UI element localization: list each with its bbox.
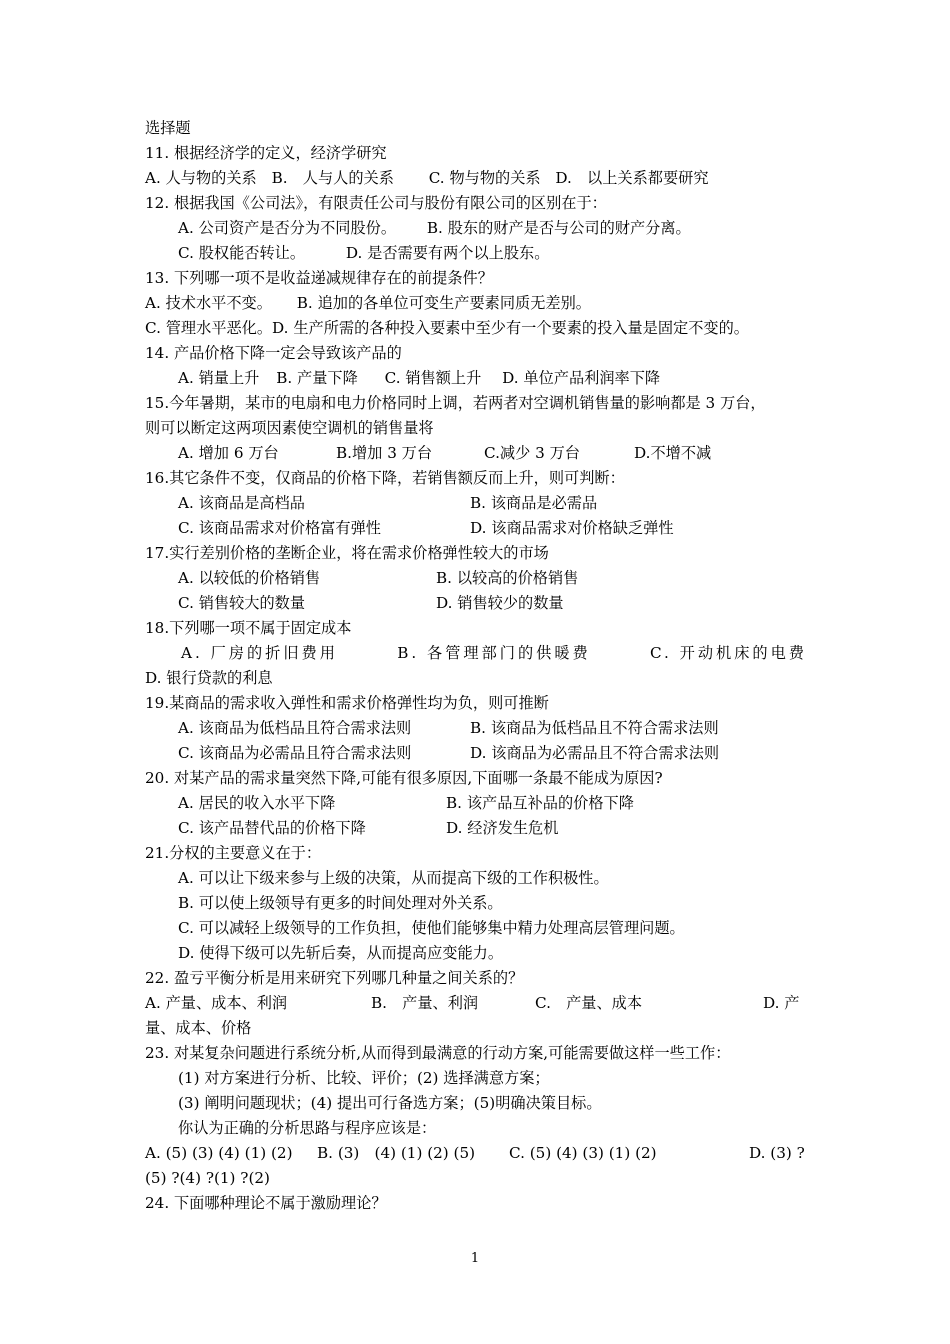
- section-heading: 选择题: [145, 119, 191, 137]
- question-18-option-d: D. 银行贷款的利息: [145, 669, 273, 687]
- option-a: A. 公司资产是否分为不同股份。: [178, 219, 397, 237]
- option-c: C. 该商品需求对价格富有弹性: [178, 519, 381, 537]
- question-23-stem: 23. 对某复杂问题进行系统分析,从而得到最满意的行动方案,可能需要做这样一些工作：: [145, 1044, 731, 1062]
- question-20-stem: 20. 对某产品的需求量突然下降,可能有很多原因,下面哪一条最不能成为原因?: [145, 769, 663, 787]
- question-13-stem: 13. 下列哪一项不是收益递减规律存在的前提条件？: [145, 269, 493, 287]
- question-17-options-row2: [178, 593, 564, 617]
- option-d-part1: D. 产: [763, 994, 800, 1012]
- question-20-options-row1: [178, 793, 634, 817]
- option-c: C. 该产品替代品的价格下降: [178, 819, 366, 837]
- question-12-options-row2: [178, 243, 549, 267]
- option-b: B. 该产品互补品的价格下降: [446, 794, 634, 812]
- question-14-stem: 14. 产品价格下降一定会导致该产品的: [145, 344, 402, 362]
- option-d: D. 以上关系都要研究: [555, 169, 709, 187]
- option-c: C. 该商品为必需品且符合需求法则: [178, 744, 412, 762]
- option-c: C. 产量、成本: [535, 994, 643, 1012]
- question-11-stem: 11. 根据经济学的定义，经济学研究: [145, 144, 387, 162]
- question-19-options-row1: [178, 718, 719, 742]
- question-17-stem: 17.实行差别价格的垄断企业，将在需求价格弹性较大的市场: [145, 544, 549, 562]
- option-d: D.不增不减: [634, 444, 712, 462]
- option-a: A. 技术水平不变。: [145, 294, 272, 312]
- question-15-stem-line1: 15.今年暑期，某市的电扇和电力价格同时上调，若两者对空调机销售量的影响都是 3 万台，: [145, 394, 766, 412]
- question-16-options-row2: [178, 518, 674, 542]
- question-24-stem: 24. 下面哪种理论不属于激励理论？: [145, 1194, 387, 1212]
- option-a: A. 增加 6 万台: [178, 444, 279, 462]
- option-b: B. 各管理部门的供暖费: [397, 644, 591, 662]
- option-b: B. 产量、利润: [371, 994, 479, 1012]
- option-a: A. 厂房的折旧费用: [181, 644, 338, 662]
- question-16-options-row1: [178, 493, 597, 517]
- option-a: A. 人与物的关系: [145, 169, 257, 187]
- question-21-option-a: A. 可以让下级来参与上级的决策，从而提高下级的工作积极性。: [178, 869, 609, 887]
- question-16-stem: 16.其它条件不变，仅商品的价格下降，若销售额反而上升，则可判断：: [145, 469, 625, 487]
- question-19-options-row2: [178, 743, 719, 767]
- option-a: A. (5) (3) (4) (1) (2): [145, 1144, 293, 1162]
- question-22-stem: 22. 盈亏平衡分析是用来研究下列哪几种量之间关系的？: [145, 969, 524, 987]
- question-12-options-row1: [178, 218, 691, 242]
- page-number: 1: [470, 1251, 480, 1266]
- question-21-stem: 21.分权的主要意义在于：: [145, 844, 322, 862]
- question-23-step-line2: (3) 阐明问题现状；(4) 提出可行备选方案；(5)明确决策目标。: [178, 1094, 602, 1112]
- option-b: B. 人与人的关系: [271, 169, 394, 187]
- option-a: A. 产量、成本、利润: [145, 994, 288, 1012]
- option-d: D. 销售较少的数量: [436, 594, 564, 612]
- question-23-step-line1: (1) 对方案进行分析、比较、评价；(2) 选择满意方案；: [178, 1069, 550, 1087]
- option-b: B. 以较高的价格销售: [436, 569, 579, 587]
- question-20-options-row2: [178, 818, 558, 842]
- option-d: D. 是否需要有两个以上股东。: [345, 244, 550, 262]
- option-d: D. 该商品需求对价格缺乏弹性: [470, 519, 674, 537]
- question-15-options: [178, 443, 711, 467]
- question-13-options-row1: [145, 293, 591, 317]
- question-14-options: [178, 368, 660, 392]
- option-a: A. 该商品是高档品: [178, 494, 305, 512]
- question-22-options-row1: [145, 993, 807, 1017]
- option-c: C.减少 3 万台: [484, 444, 580, 462]
- option-c: C. 销售额上升: [384, 369, 482, 387]
- question-21-option-c: C. 可以减轻上级领导的工作负担，使他们能够集中精力处理高层管理问题。: [178, 919, 685, 937]
- option-d: D. 单位产品利润率下降: [502, 369, 661, 387]
- option-b: B. 追加的各单位可变生产要素同质无差别。: [296, 294, 591, 312]
- question-13-options-row2: C. 管理水平恶化。D. 生产所需的各种投入要素中至少有一个要素的投入量是固定不变的。: [145, 319, 749, 337]
- option-a: A. 该商品为低档品且符合需求法则: [178, 719, 412, 737]
- question-23-option-d-part2: (5) ?(4) ?(1) ?(2): [145, 1169, 270, 1187]
- option-d: D. 该商品为必需品且不符合需求法则: [470, 744, 720, 762]
- option-c: C. 物与物的关系: [428, 169, 541, 187]
- question-23-prompt: 你认为正确的分析思路与程序应该是：: [178, 1119, 437, 1137]
- option-b: B. 产量下降: [276, 369, 358, 387]
- option-d-part1: D. (3) ?: [749, 1144, 805, 1162]
- question-21-option-b: B. 可以使上级领导有更多的时间处理对外关系。: [178, 894, 503, 912]
- question-21-option-d: D. 使得下级可以先斩后奏，从而提高应变能力。: [178, 944, 504, 962]
- option-c: C. (5) (4) (3) (1) (2): [509, 1144, 657, 1162]
- question-11-options: [145, 168, 709, 192]
- option-b: B. 该商品是必需品: [470, 494, 598, 512]
- option-a: A. 以较低的价格销售: [178, 569, 321, 587]
- option-b: B.增加 3 万台: [336, 444, 433, 462]
- option-c: C. 销售较大的数量: [178, 594, 306, 612]
- option-a: A. 销量上升: [178, 369, 260, 387]
- question-22-option-d-part2: 量、成本、价格: [145, 1019, 252, 1037]
- question-12-stem: 12. 根据我国《公司法》，有限责任公司与股份有限公司的区别在于：: [145, 194, 607, 212]
- question-15-stem-line2: 则可以断定这两项因素使空调机的销售量将: [145, 419, 434, 437]
- option-b: B. (3) (4) (1) (2) (5): [317, 1144, 476, 1162]
- option-a: A. 居民的收入水平下降: [178, 794, 336, 812]
- question-23-options-row1: [145, 1143, 807, 1167]
- option-c: C. 开动机床的电费: [649, 644, 807, 662]
- option-b: B. 股东的财产是否与公司的财产分离。: [426, 219, 691, 237]
- option-d: D. 经济发生危机: [446, 819, 559, 837]
- question-19-stem: 19.某商品的需求收入弹性和需求价格弹性均为负，则可推断: [145, 694, 549, 712]
- option-c: C. 股权能否转让。: [178, 244, 306, 262]
- question-18-stem: 18.下列哪一项不属于固定成本: [145, 619, 352, 637]
- question-17-options-row1: [178, 568, 578, 592]
- option-b: B. 该商品为低档品且不符合需求法则: [470, 719, 719, 737]
- question-18-options-row1: [145, 643, 807, 667]
